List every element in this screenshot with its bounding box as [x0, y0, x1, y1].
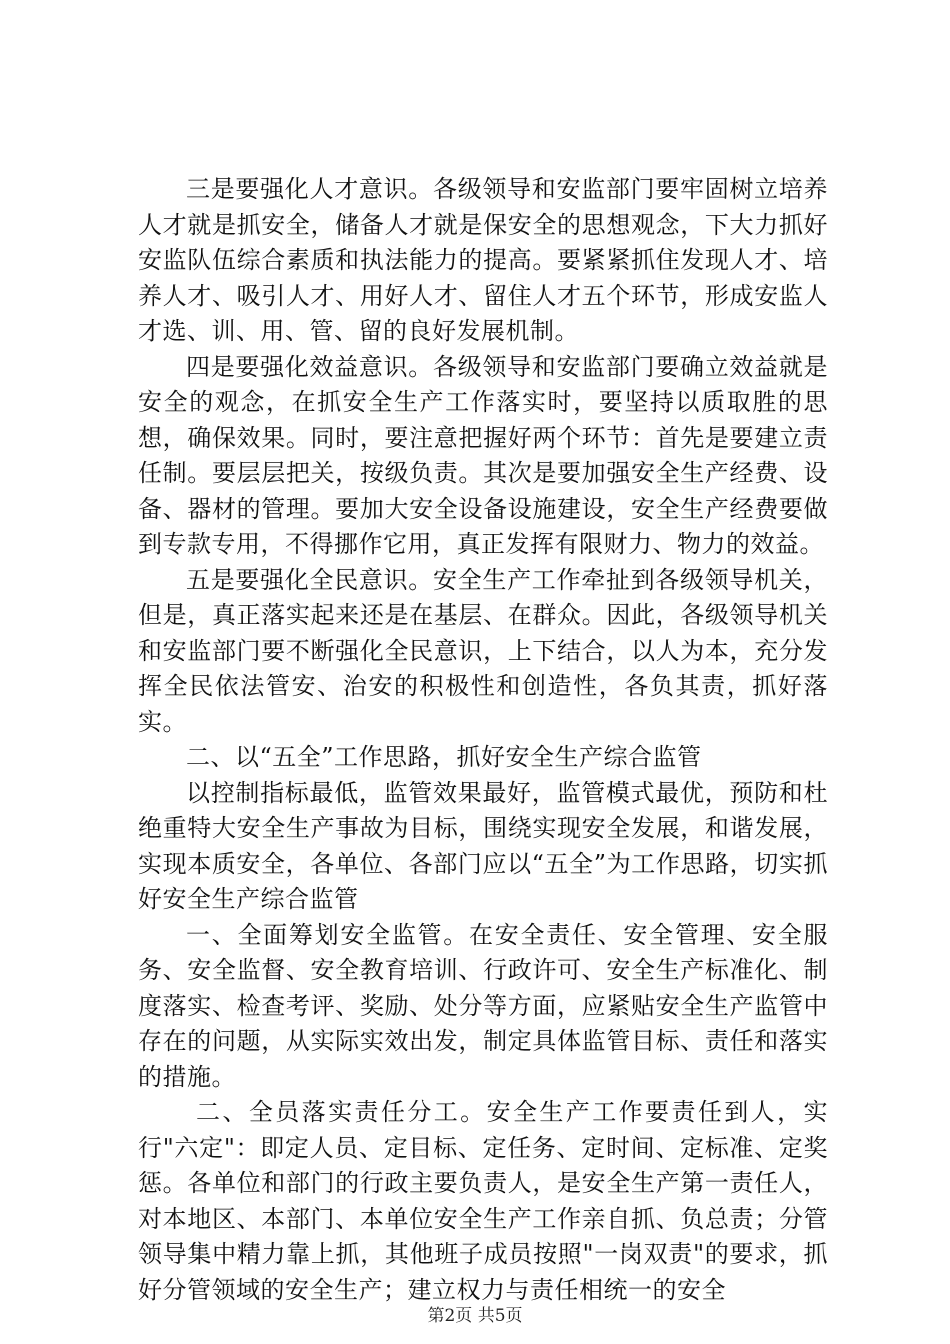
- section-heading-five-all: 二、以“五全”工作思路，抓好安全生产综合监管: [186, 743, 702, 771]
- paragraph-talent-awareness: 三是要强化人才意识。各级领导和安监部门要牢固树立培养人才就是抓安全，储备人才就是保安全的思想观念，下大力抓好安监队伍综合素质和执法能力的提高。要紧紧抓住发现人才、培养人才、吸引人才、用好人才、留住人才五个环节，形成安监人才选、训、用、管、留的良好发展机制。: [138, 175, 828, 345]
- paragraph-responsibility-division: 二、全员落实责任分工。安全生产工作要责任到人，实行"六定"：即定人员、定目标、定任务、定时间、定标准、定奖惩。各单位和部门的行政主要负责人，是安全生产第一责任人，对本地区、本部门、本单位安全生产工作亲自抓、负总责；分管领导集中精力靠上抓，其他班子成员按照"一岗双责"的要求，抓好分管领域的安全生产；建立权力与责任相统一的安全: [138, 1098, 828, 1304]
- paragraph-public-awareness: 五是要强化全民意识。安全生产工作牵扯到各级领导机关，但是，真正落实起来还是在基层、在群众。因此，各级领导机关和安监部门要不断强化全民意识，上下结合，以人为本，充分发挥全民依法管安、治安的积极性和创造性，各负其责，抓好落实。: [138, 565, 828, 736]
- paragraph-comprehensive-planning: 一、全面筹划安全监管。在安全责任、安全管理、安全服务、安全监督、安全教育培训、行政许可、安全生产标准化、制度落实、检查考评、奖励、处分等方面，应紧贴安全生产监管中存在的问题，从实际实效出发，制定具体监管目标、责任和落实的措施。: [138, 920, 828, 1091]
- paragraph-benefit-awareness: 四是要强化效益意识。各级领导和安监部门要确立效益就是安全的观念，在抓安全生产工作落实时，要坚持以质取胜的思想，确保效果。同时，要注意把握好两个环节：首先是要建立责任制。要层层把关，按级负责。其次是要加强安全生产经费、设备、器材的管理。要加大安全设备设施建设，安全生产经费要做到专款专用，不得挪作它用，真正发挥有限财力、物力的效益。: [138, 352, 828, 558]
- document-body: [138, 172, 828, 1308]
- paragraph-supervision-goal: 以控制指标最低，监管效果最好，监管模式最优，预防和杜绝重特大安全生产事故为目标，围绕实现安全发展，和谐发展，实现本质安全，各单位、各部门应以“五全”为工作思路，切实抓好安全生产综合监管: [138, 778, 828, 913]
- page-number-label: 第2页 共5页: [427, 1306, 523, 1326]
- page-footer: [0, 1301, 950, 1326]
